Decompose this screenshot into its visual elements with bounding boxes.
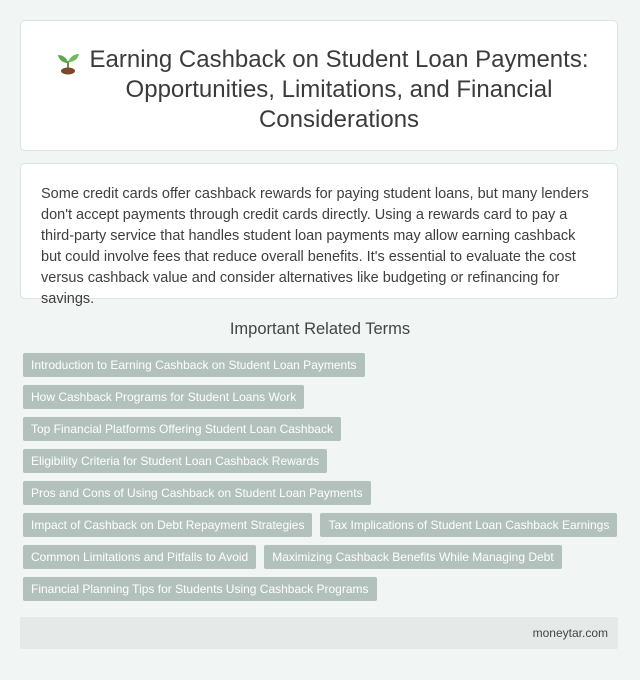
title-card <box>20 20 618 151</box>
related-term-tag[interactable]: Common Limitations and Pitfalls to Avoid <box>23 545 256 569</box>
summary-card <box>20 163 618 307</box>
related-term-tag[interactable]: Introduction to Earning Cashback on Student Loan Payments <box>23 353 365 377</box>
related-term-tag[interactable]: Impact of Cashback on Debt Repayment Strategies <box>23 513 312 537</box>
related-term-tag[interactable]: How Cashback Programs for Student Loans Work <box>23 385 304 409</box>
footer <box>20 617 618 649</box>
related-terms-heading: Important Related Terms <box>229 320 411 338</box>
related-term-tag[interactable]: Financial Planning Tips for Students Using Cashback Programs <box>23 577 377 601</box>
related-terms-list <box>23 353 623 609</box>
site-name[interactable]: moneytar.com <box>532 626 608 640</box>
related-term-tag[interactable]: Eligibility Criteria for Student Loan Cashback Rewards <box>23 449 327 473</box>
related-term-tag[interactable]: Tax Implications of Student Loan Cashback Earnings <box>320 513 617 537</box>
related-term-tag[interactable]: Pros and Cons of Using Cashback on Student Loan Payments <box>23 481 371 505</box>
related-term-tag[interactable]: Top Financial Platforms Offering Student Loan Cashback <box>23 417 341 441</box>
related-term-tag[interactable]: Maximizing Cashback Benefits While Managing Debt <box>264 545 561 569</box>
page-title: Earning Cashback on Student Loan Payments: Opportunities, Limitations, and Financial Considerations <box>89 46 589 133</box>
summary-text: Some credit cards offer cashback rewards for paying student loans, but many lenders don't accept payments through credit cards directly. Using a rewards card to pay a third-party service that handles student loan payments may allow earning cashback but could involve fees that reduce overall benefits. It's essential to evaluate the cost versus cashback value and consider alternatives like budgeting or refinancing for savings. <box>41 186 589 307</box>
